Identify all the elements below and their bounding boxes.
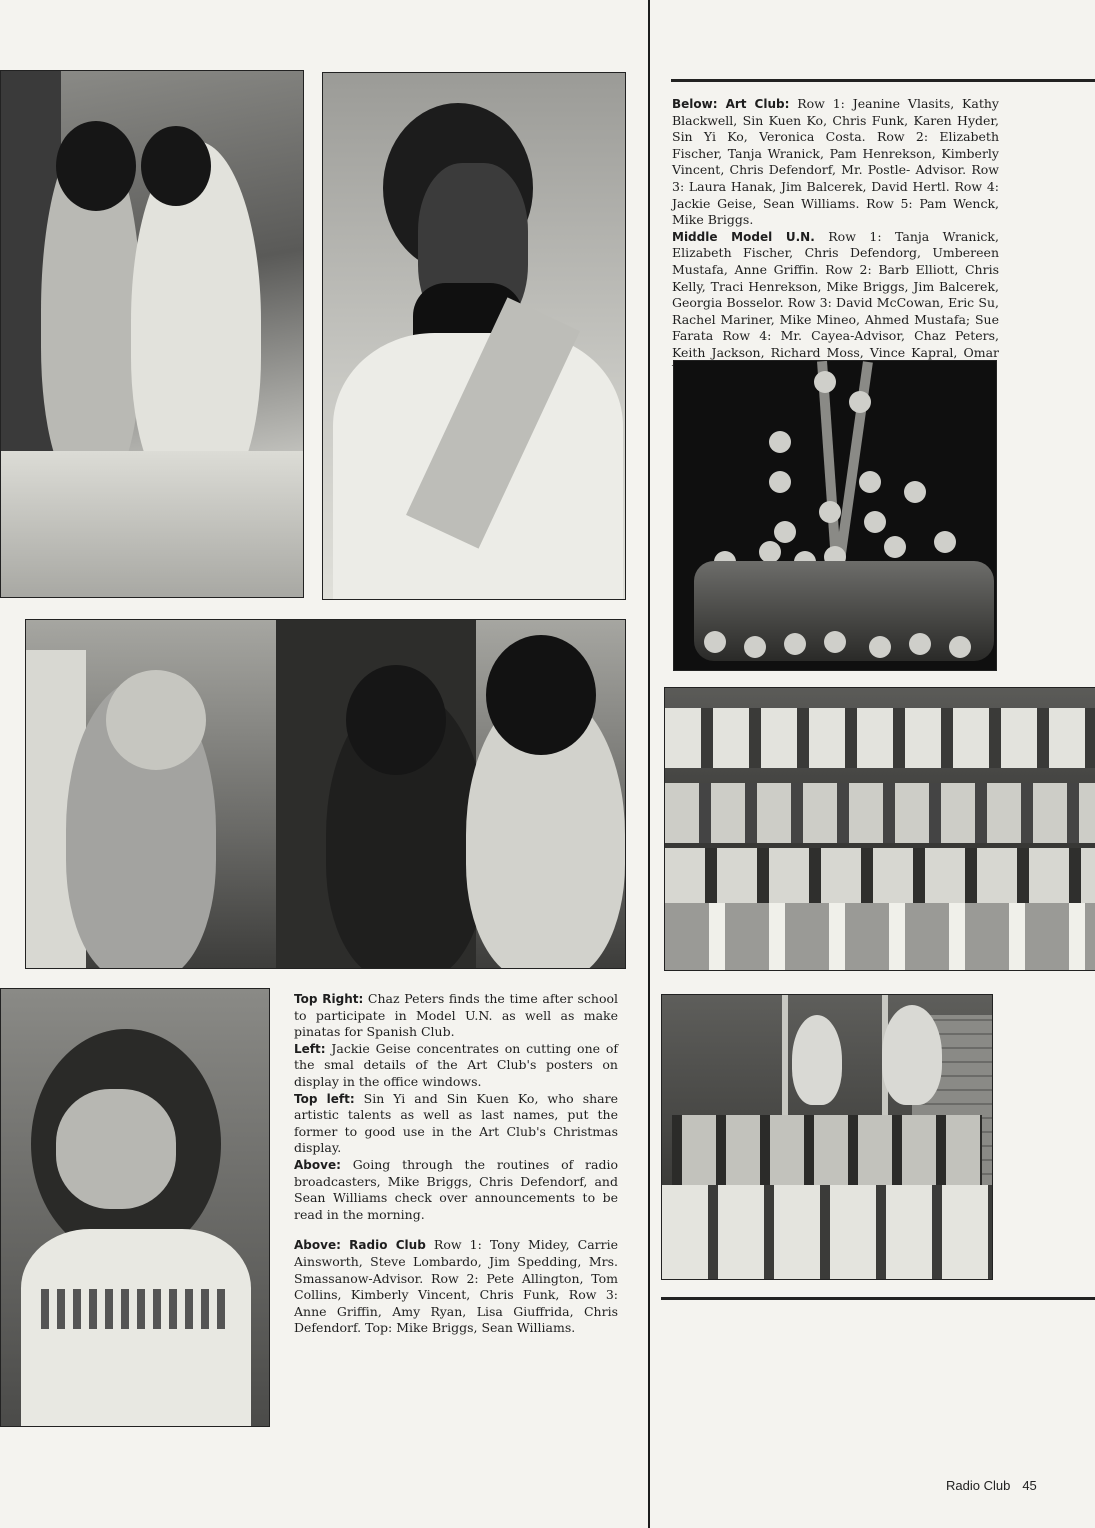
caption-left: Left: Jackie Geise concentrates on cutting one of the smal details of the Art Club's posters on display in the office windows. (294, 1040, 618, 1089)
photo-radio-club-group (661, 994, 993, 1280)
photo-radio-broadcasters (25, 619, 626, 969)
bottom-rule (661, 1297, 1095, 1300)
caption-model-un: Middle Model U.N. Row 1: Tanja Wranick, Elizabeth Fischer, Chris Defendorg, Umbereen Mustafa, Anne Griffin. Row 2: Barb Elliott, Chris Kelly, Traci Henrekson, Mike Briggs, Jim Balcerek, Georgia Bosselor. Row 3: David McCowan, Eric Su, Rachel Mariner, Mike Mineo, Ahmed Mustafa; Sue Farata Row 4: Mr. Cayea-Advisor, Chaz Peters, Keith Jackson, Richard Moss, Vince Kapral, Omar (672, 228, 999, 360)
caption-radio-club: Above: Radio Club Row 1: Tony Midey, Carrie Ainsworth, Steve Lombardo, Jim Spedding, Mrs. Smassanow-Advisor. Row 2: Pete Allington, Tom Collins, Kimberly Vincent, Chris Funk, Row 3: Anne Griffin, Amy Ryan, Lisa Giuffrida, Chris Defendorf. Top: Mike Briggs, Sean Williams. (294, 1237, 618, 1336)
caption-top-left: Top left: Sin Yi and Sin Kuen Ko, who share artistic talents as well as last names, put the former to good use in the Art Club's Christmas display. (294, 1090, 618, 1156)
photo-chaz-peters-pinata (322, 72, 626, 600)
caption-block-right (672, 96, 999, 378)
page-number: 45 (1022, 1478, 1037, 1493)
caption-above: Above: Going through the routines of radio broadcasters, Mike Briggs, Chris Defendorf, and Sean Williams check over announcements to be read in the morning. (294, 1156, 618, 1222)
photo-model-un-group (664, 687, 1095, 971)
photo-jackie-geise-cutting (0, 988, 270, 1427)
page-gutter (648, 0, 650, 1528)
caption-block-left (294, 991, 618, 1337)
caption-art-club: Below: Art Club: Row 1: Jeanine Vlasits, Kathy Blackwell, Sin Kuen Ko, Chris Funk, Karen Hyder, Sin Yi Ko, Veronica Costa. Row 2: Elizabeth Fischer, Tanja Wranick, Pam Henrekson, Kimberly Vincent, Chris Defendorf, Mr. Postle- Advisor. Row 3: Laura Hanak, Jim Balcerek, David Hertl. Row 4: Jackie Geise, Sean Williams. Row 5: Pam Wenck, Mike Briggs. (672, 96, 999, 228)
page-footer (946, 1478, 1037, 1493)
top-rule (671, 79, 1095, 82)
photo-art-club-group (673, 360, 997, 671)
footer-section: Radio Club (946, 1478, 1011, 1493)
photo-two-girls-art-display (0, 70, 304, 598)
caption-top-right: Top Right: Chaz Peters finds the time after school to participate in Model U.N. as well as make pinatas for Spanish Club. (294, 991, 619, 1040)
